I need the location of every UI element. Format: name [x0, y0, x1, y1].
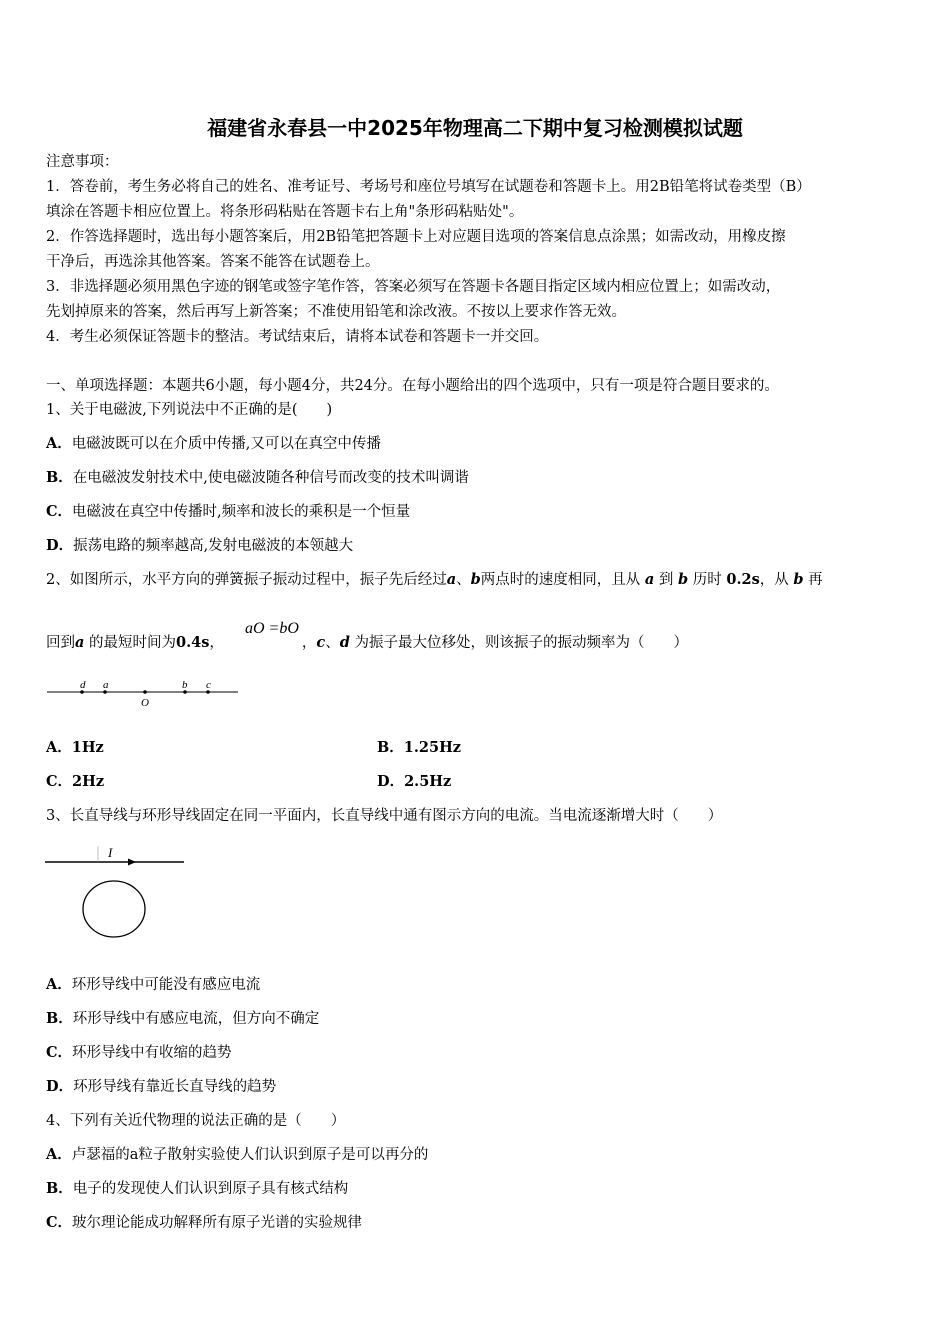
option-text: 2.5Hz: [404, 773, 452, 790]
notice-line: 先划掉原来的答案，然后再写上新答案；不准使用铅笔和涂改液。不按以上要求作答无效。: [46, 304, 626, 320]
var-a: a: [75, 634, 85, 651]
notice-line: 4．考生必须保证答题卡的整洁。考试结束后，请将本试卷和答题卡一并交回。: [46, 329, 549, 345]
label-c: c: [206, 679, 211, 691]
point-o: [143, 690, 147, 694]
option-letter: B．: [46, 1180, 73, 1197]
option-text: 1Hz: [71, 739, 104, 756]
option-text: 玻尔理论能成功解释所有原子光谱的实验规律: [72, 1215, 363, 1231]
option-letter: D．: [46, 537, 74, 554]
option-text: 环形导线中可能没有感应电流: [71, 977, 261, 993]
var-b: b: [470, 571, 481, 588]
q1-option-c[interactable]: [46, 502, 410, 522]
option-text: 电子的发现使人们认识到原子具有核式结构: [72, 1181, 349, 1197]
notice-line: 1．答卷前，考生务必将自己的姓名、准考证号、考场号和座位号填写在试题卷和答题卡上。用2B铅笔将试卷类型（B）: [46, 179, 811, 195]
ring-wire: [83, 881, 145, 937]
q3-option-a[interactable]: [46, 975, 260, 995]
stem-text: 到: [658, 572, 674, 588]
q1-option-d[interactable]: [46, 536, 353, 556]
oscillator-figure: [44, 676, 244, 712]
stem-text: ，: [209, 635, 224, 651]
stem-text: 2、如图所示，水平方向的弹簧振子振动过程中，振子先后经过: [46, 572, 447, 588]
formula: aO =bO: [245, 620, 299, 637]
stem-text: 、: [456, 572, 471, 588]
stem-text: ，从: [759, 572, 789, 588]
q3-option-b[interactable]: [46, 1009, 319, 1029]
label-b: b: [182, 679, 188, 691]
option-letter: A．: [46, 739, 72, 756]
notice-line: 3．非选择题必须用黑色字迹的钢笔或签字笔作答，答案必须写在答题卡各题目指定区域内相应位置上；如需改动，: [46, 279, 781, 295]
current-label: I: [108, 845, 113, 860]
time-value: 0.4s: [176, 634, 210, 651]
option-letter: B．: [46, 1010, 73, 1027]
q4-option-b[interactable]: [46, 1179, 348, 1199]
option-letter: D．: [46, 1078, 74, 1095]
option-letter: C．: [46, 1214, 73, 1231]
page-title: 福建省永春县一中2025年物理高二下期中复习检测模拟试题: [207, 116, 743, 140]
var-a: a: [644, 571, 655, 588]
option-letter: A．: [46, 435, 72, 452]
section-heading: 一、单项选择题：本题共6小题，每小题4分，共24分。在每小题给出的四个选项中，只有一项是符合题目要求的。: [46, 378, 779, 394]
option-text: 环形导线中有感应电流，但方向不确定: [72, 1011, 320, 1027]
question-2-stem: [46, 570, 823, 590]
label-d: d: [80, 679, 86, 691]
q3-option-d[interactable]: [46, 1077, 276, 1097]
stem-text: 为振子最大位移处，则该振子的振动频率为（ ）: [354, 635, 688, 651]
var-c: c: [316, 634, 326, 651]
option-letter: C．: [46, 503, 73, 520]
option-letter: D．: [377, 773, 405, 790]
option-text: 环形导线中有收缩的趋势: [72, 1045, 232, 1061]
option-text: 环形导线有靠近长直导线的趋势: [73, 1079, 277, 1095]
stem-text: 再: [808, 572, 823, 588]
q4-option-a[interactable]: [46, 1145, 428, 1165]
notice-line: 2．作答选择题时，选出每小题答案后，用2B铅笔把答题卡上对应题目选项的答案信息点涂黑；如需改动，用橡皮擦: [46, 229, 786, 245]
stem-text: 的最短时间为: [89, 635, 177, 651]
q1-option-a[interactable]: [46, 434, 381, 454]
var-a: a: [446, 571, 457, 588]
option-letter: C．: [46, 1044, 73, 1061]
option-letter: C．: [46, 773, 73, 790]
option-letter: A．: [46, 976, 72, 993]
q3-option-c[interactable]: [46, 1043, 232, 1063]
q2-option-d[interactable]: [377, 772, 451, 792]
question-4-stem: 4、下列有关近代物理的说法正确的是（ ）: [46, 1113, 346, 1129]
notice-line: 填涂在答题卡相应位置上。将条形码粘贴在答题卡右上角"条形码粘贴处"。: [46, 204, 524, 220]
q4-option-c[interactable]: [46, 1213, 362, 1233]
label-a: a: [103, 679, 109, 691]
label-o: O: [141, 697, 149, 709]
wire-ring-figure: [44, 838, 189, 944]
question-3-stem: 3、长直导线与环形导线固定在同一平面内，长直导线中通有图示方向的电流。当电流逐渐增大时（ ）: [46, 808, 723, 824]
q2-option-a[interactable]: [46, 738, 104, 758]
time-value: 0.2s: [726, 571, 760, 588]
stem-text: 历时: [692, 572, 722, 588]
question-1-stem: 1、关于电磁波,下列说法中不正确的是( ): [46, 402, 333, 418]
var-d: d: [339, 634, 350, 651]
option-text: 振荡电路的频率越高,发射电磁波的本领越大: [73, 538, 354, 554]
var-b: b: [678, 571, 689, 588]
var-b: b: [793, 571, 804, 588]
option-letter: B．: [377, 739, 404, 756]
option-text: 在电磁波发射技术中,使电磁波随各种信号而改变的技术叫调谐: [72, 470, 469, 486]
current-arrow-icon: [128, 859, 136, 866]
option-letter: B．: [46, 469, 73, 486]
notice-line: 干净后，再选涂其他答案。答案不能答在试题卷上。: [46, 254, 380, 270]
question-2-stem-line2: 回到a 的最短时间为0.4s， ，c、d 为振子最大位移处，则该振子的振动频率为（ ）: [46, 634, 688, 651]
option-text: 电磁波在真空中传播时,频率和波长的乘积是一个恒量: [72, 504, 411, 520]
q2-option-c[interactable]: [46, 772, 104, 792]
option-text: 2Hz: [72, 773, 105, 790]
stem-text: ，: [301, 635, 317, 651]
stem-text: 两点时的速度相同，且从: [480, 572, 641, 588]
option-letter: A．: [46, 1146, 72, 1163]
option-text: 电磁波既可以在介质中传播,又可以在真空中传播: [71, 436, 381, 452]
option-text: 卢瑟福的a粒子散射实验使人们认识到原子是可以再分的: [71, 1147, 429, 1163]
stem-text: 回到: [46, 635, 75, 651]
notice-heading: 注意事项：: [46, 154, 119, 170]
option-text: 1.25Hz: [403, 739, 462, 756]
q2-option-b[interactable]: [377, 738, 461, 758]
q1-option-b[interactable]: [46, 468, 469, 488]
